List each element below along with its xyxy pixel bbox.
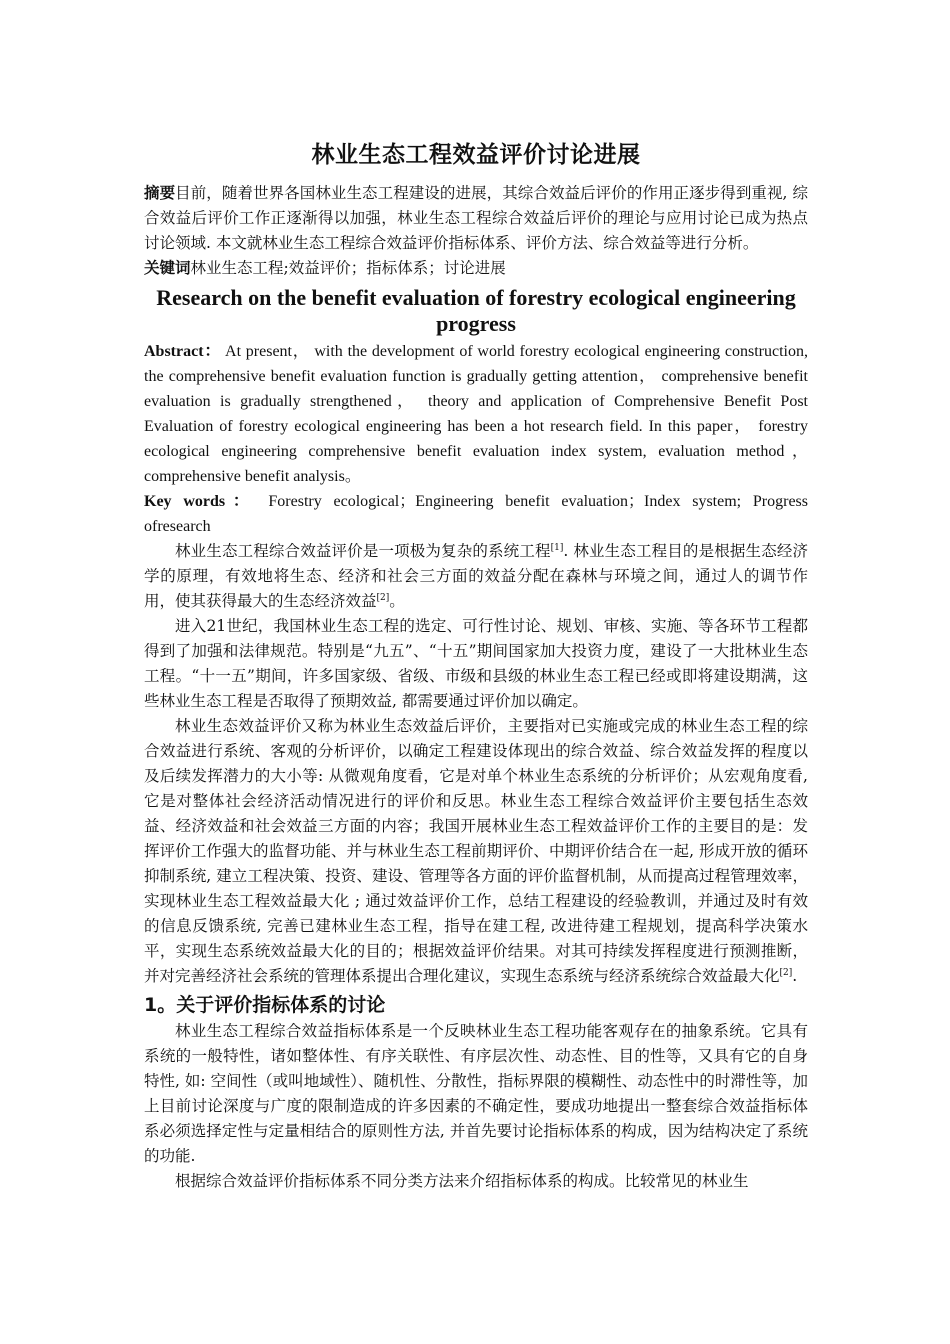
citation-ref: [2]: [779, 967, 793, 978]
keywords-en-text: Forestry ecological；Engineering benefit evaluation；Index system; Progress ofresearch: [144, 493, 808, 535]
keywords-cn: [144, 256, 808, 281]
abstract-en-label: Abstract：: [144, 343, 222, 360]
paper-title-en: Research on the benefit evaluation of forestry ecological engineering progress: [156, 285, 796, 336]
paragraph-text: 林业生态工程综合效益评价是一项极为复杂的系统工程: [175, 542, 551, 560]
paragraph-text: .: [792, 967, 798, 985]
body-paragraph-2: 进入21世纪，我国林业生态工程的选定、可行性讨论、规划、审核、实施、等各环节工程都得到了加强和法律规范。特别是“九五”、“十五”期间国家加大投资力度，建设了一大批林业生态工程。“十一五”期间，许多国家级、省级、市级和县级的林业生态工程已经或即将建设期满，这些林业生态工程是否取得了预期效益, 都需要通过评价加以确定。: [144, 617, 808, 710]
keywords-cn-label: 关键词: [144, 259, 191, 277]
paper-title-cn: 林业生态工程效益评价讨论进展: [311, 142, 641, 168]
citation-ref: [2]: [376, 592, 390, 603]
abstract-cn-text: 目前，随着世界各国林业生态工程建设的进展，其综合效益后评价的作用正逐步得到重视, 综合效益后评价工作正逐渐得以加强，林业生态工程综合效益后评价的理论与应用讨论已成为热点讨论领域. 本文就林业生态工程综合效益评价指标体系、评价方法、综合效益等进行分析。: [144, 184, 808, 252]
keywords-en-label: Key words：: [144, 493, 257, 510]
paragraph-text: 林业生态效益评价又称为林业生态效益后评价，主要指对已实施或完成的林业生态工程的综合效益进行系统、客观的分析评价，以确定工程建设体现出的综合效益、综合效益发挥的程度以及后续发挥潜力的大小等: 从微观角度看，它是对单个林业生态系统的分析评价；从宏观角度看, 它是对整体社会经济活动情况进行的评价和反思。林业生态工程综合效益评价主要包括生态效益、经济效益和社会效益三方面的内容；我国开展林业生态工程效益评价工作的主要目的是：发挥评价工作强大的监督功能、并与林业生态工程前期评价、中期评价结合在一起, 形成开放的循环抑制系统, 建立工程决策、投资、建设、管理等各方面的评价监督机制，从而提高过程管理效率，实现林业生态工程效益最大化 ; 通过效益评价工作，总结工程建设的经验教训，并通过及时有效的信息反馈系统, 完善已建林业生态工程，指导在建工程, 改进待建工程规划，提高科学决策水平，实现生态系统效益最大化的目的；根据效益评价结果。对其可持续发挥程度进行预测推断，并对完善经济社会系统的管理体系提出合理化建议，实现生态系统与经济系统综合效益最大化: [144, 717, 808, 985]
abstract-cn-label: 摘要: [144, 184, 176, 202]
paragraph-text: 。: [389, 592, 405, 610]
paragraph-text: . 林业生态工程目的是根据生态经济学的原理，有效地将生态、经济和社会三方面的效益分配在森林与环境之间，通过人的调节作用，使其获得最大的生态经济效益: [144, 542, 808, 610]
section-heading-1: 1。关于评价指标体系的讨论: [144, 994, 386, 1016]
keywords-cn-text: 林业生态工程;效益评价；指标体系；讨论进展: [190, 259, 506, 277]
body-paragraph-1: [144, 539, 808, 614]
abstract-cn: [144, 181, 808, 256]
citation-ref: [1]: [550, 542, 564, 553]
abstract-en-text: At present， with the development of world forestry ecological engineering construction, the comprehensive benefit evaluation function is gradually getting attention， comprehensive benefit evaluation is gradually strengthened， theory and application of Comprehensive Benefit Post Evaluation of forestry ecological engineering has been a hot research field. In this paper， forestry ecological engineering comprehensive benefit evaluation index system, evaluation method， comprehensive benefit analysis。: [144, 343, 808, 485]
section1-paragraph-1: 林业生态工程综合效益指标体系是一个反映林业生态工程功能客观存在的抽象系统。它具有系统的一般特性，诸如整体性、有序关联性、有序层次性、动态性、目的性等，又具有它的自身特性, 如: 空间性（或叫地域性）、随机性、分散性，指标界限的模糊性、动态性中的时滞性等，加上目前讨论深度与广度的限制造成的许多因素的不确定性，要成功地提出一整套综合效益指标体系必须选择定性与定量相结合的原则性方法, 并首先要讨论指标体系的构成，因为结构决定了系统的功能.: [144, 1022, 808, 1165]
abstract-en: [144, 339, 808, 489]
document-page: [144, 120, 808, 1194]
section1-paragraph-2: 根据综合效益评价指标体系不同分类方法来介绍指标体系的构成。比较常见的林业生: [175, 1172, 749, 1190]
keywords-en: [144, 489, 808, 539]
body-paragraph-3: [144, 714, 808, 989]
